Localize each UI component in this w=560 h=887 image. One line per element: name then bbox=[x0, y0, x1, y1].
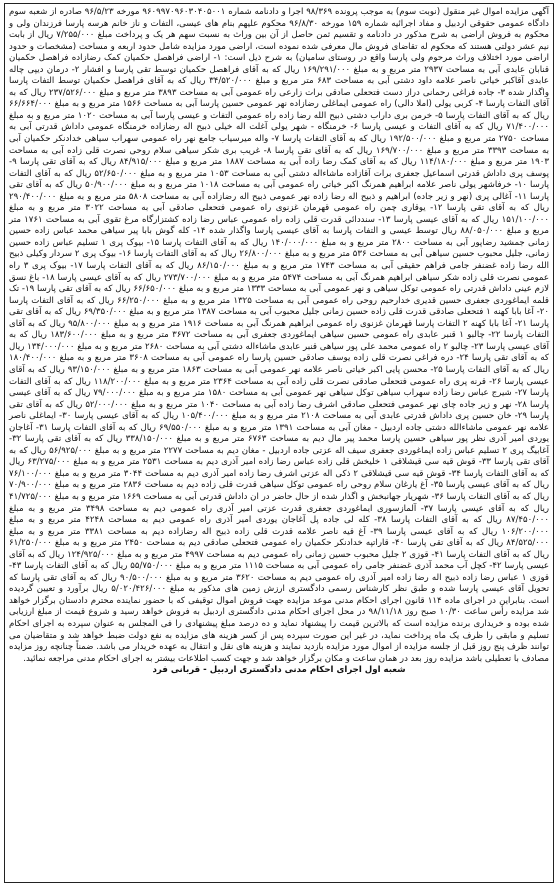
notice-body: آگهی مزایده اموال غیر منقول (نوبت سوم) به موجب پرونده ۹۸/۳۶۹ اجرا و دادنامه شماره ۹۶۰۹۹۷۰۹۶۰۳۰۴۰۵۰۰۱ مورخه ۹۶/۵/۲۳ صادره از شعبه سوم دادگاه عمومی حقوقی اردبیل و مفاد اجرائیه شماره ۱۵۹ مورخه ۹۶/۸/۳۰ محکوم علیهم بنام های عیسی، التفات و ناز خانم هرسه پارسا فرزندان ولی و محکوم به فروش اراضی به شرح مذکور در دادنامه و تقسیم ثمن حاصل از آن بین وراث به نسبت سهم هر یک و پرداخت مبلغ ۷/۲۵۵/۰۰۰ ریال از بابت نیم عشر دولتی هستند که محکوم له تقاضای فروش مال معرفی شده نموده است، اراضی مورد مزایده شامل حدود اربعه و مساحت (مشخصات و حدود اراضی مورد اختلاف وراث مرحوم ولی پارسا واقع در روستای سامیان) به شرح ذیل است: ۱- اراضی فراهصل حکمیان کمک رضازاده فراهصل حکمیان قنابان عابدی آبی به مساحت ۲۹۳۷ متر مربع و به مبلغ ۱۶۹/۲۹۱/۰۰۰ ریال که به آقای فراهصل حکمیان توسط تقی پارسا و افشار ۲- درمان دیپی چاله عابدی آقاکبر خیاتی ناصر علامه داود دشتی آبی به مساحت ۶۸۳ متر مربع و مبلغ ۳۴/۵۲۰/۰۰۰ ریال که به آقای فراهصل حکمیان توسط التفات پارسا واگذار شده ۳- جاده فراغی رحمانی دراز دست فتحعلی صادقی برات زارعی راه عمومی آبی به مساحت ۳۸۹۳ متر مربع و مبلغ ۲۳۷/۵۲۶/۰۰۰ ریال که به آقای التفات پارسا ۴- کربی یولی (املا دالی) راه عمومی ایماغلی رضازاده نهر عمومی حسین پارسا آبی به مساحت ۱۵۶۶ متر مربع و به مبلغ ۶۶/۶۶۴/۰۰۰ ریال که به آقای التفات پارسا ۵- خرمن بری داراب دشتی ذبیح الله رضا زاده راه عمومی التفات و عیسی پارسا آبی به مساحت ۱۰۲۰ متر مربع و به مبلغ ۷۱/۴۰۰/۰۰۰ ریال که به آقای التفات و عیسی پارسا ۶- خرمنگاه - شهر یولی آغلت اله خیلی ذبیح اله رضازاده خرمنگاه عمومی داداش قدرتی آبی به مساحت ۲۷۵۰ متر مربع و مبلغ ۱۹۲/۵۰۰/۰۰۰ ریال که به آقای التفات پارسا ۷- واله میرسیاب جامع نهر راه عمومی سهراب سیاهی خدادنکر حکمیان آبی به مساحت ۳۳۹۳ متر مربع و مبلغ ۱۶۹/۷۰۰/۰۰۰ ریال که به آقای تقی پارسا ۸- غریب بری شکر سیاهی سلام روحی نصرت قلی زاده آبی به مساحت ۱۹۰۳ متر مربع و مبلغ ۱۱۴/۱۸۰/۰۰۰ ریال که به آقای کمک رضا زاده آبی به مساحت ۱۸۸۷ متر مربع و مبلغ ۸۴/۹۱۵/۰۰۰ ریال که به آقای تقی پارسا ۹- پوسف پری داداش قدرتی اسماعیل جعفری برات آقازاده ماشاءاله دشتی آبی به مساحت ۱۰۵۳ متر مربع و به مبلغ ۵۲/۶۵۰/۰۰۰ ریال که به آقای التفات پارسا ۱۰- خرفاشهر یولی ناصر علامه ابراهیم همرنگ اکبر خیاتی راه عمومی آبی به مساحت ۱۰۱۸ متر مربع و به مبلغ ۵۰/۹۰۰/۰۰۰ ریال که به آقای تقی پارسا ۱۱- آغالی پری (نهر و زیر جاده) ابراهیم و ذبیح اله رضا زاده نهر عمومی ذبیح اله رضازاده آبی به مساحت ۵۸۰۸ متر مربع و به مبلغ ۲۹۰/۴۰۰/۰۰۰ ریال که به آقای تقی پارسا ۱۲- یوقاری چمن راه عمومی قهرمان غزنوی راه عمومی فتحعلی صادقی آبی به مساحت ۳۰۲۲ متر مربع و به مبلغ ۱۵۱/۱۰۰/۰۰۰ ریال که به آقای عیسی پارسا ۱۳- سنددائی قدرت قلی زاده راه عمومی عباس رضا زاده کشتزارگاه مرغ تقوی آبی به مساحت ۱۷۶۱ متر مربع و مبلغ ۸۸/۰۵۰/۰۰۰ ریال توسط عیسی و التفات پارسا به آقای عیسی پارسا واگذار شده ۱۴- کله گوش بابا پیر سیاهی محمد عباس زاده حسین زمانی جمشید رضاپور آبی به مساحت ۲۸۰۰ متر مربع و به مبلغ ۱۴۰/۰۰۰/۰۰۰ ریال که به آقای التفات پارسا ۱۵- بیوک پری ۱ تسلیم عباس زاده حسین زمانی، جلیل محبوب حسین سیاهی آبی به مساحت ۵۳۶ متر مربع و به مبلغ ۲۶/۸۰۰/۰۰۰ ریال که به آقای التفات پارسا ۱۶- بیوک پری ۲ سردار وکیلی ذبیح الله رضا زاده غضنفر جامی فراهم حقیقی آبی به مساحت ۱۷۴۳ متر مربع و به مبلغ ۸۶/۱۵۰/۰۰۰ ریال که به آقای التفات پارسا ۱۷- بیوک پری ۳ راه عمومی نصرت قلی زاده شکر سیاهی ابراهیم همرنگ آبی به مساحت ۵۴۷۴ متر مربع و به مبلغ ۲۷۳/۷۰۰/۰۰۰ ریال که به آقای عیسی پارسا ۱۸- باغ نسق لازم عینی داداش قدرتی راه عمومی توکل سیاهی و نهر عمومی آبی به مساحت ۱۳۳۳ متر مربع و به مبلغ ۶۶/۶۵۰/۰۰۰ ریال که به آقای تقی پارسا ۱۹- تک قلمه ایماغوردی جعفری حسین قدیری خدارحیم روحی راه عمومی آبی به مساحت ۱۳۲۵ متر مربع و به مبلغ ۶۶/۲۵۰/۰۰۰ ریال که به آقای التفات پارسا ۲۰- آغا بابا کهنه ۱ فتحعلی صادقی قدرت قلی زاده حسین زمانی جلیل محبوب آبی به مساحت ۱۳۸۷ متر مربع و به مبلغ ۶۹/۳۵۰/۰۰۰ ریال که به آقای تقی پارسا ۲۱- آغا بابا کهنه ۲ التفات پارسا قهرمان غزنوی راه عمومی ابراهیم همرنگ آبی به مساحت ۱۹۱۶ متر مربع و به مبلغ ۹۵/۸۰۰/۰۰۰ ریال که به آقای التفات پارسا ۲۲- چالبو ۱ قنبر عابدی راه عمومی حسین سیاهی ایماغوردی جعفری آبی به مساحت ۳۶۷۲ متر مربع و به مبلغ ۱۸۳/۶۰۰/۰۰۰ ریال که به آقای عیسی پارسا ۲۳- چالبو ۲ راه عمومی محمد علی پور سیاهی قنبر عابدی ماشاءاله دشتی آبی به مساحت ۲۶۸۰ متر مربع و به مبلغ ۱۳۴/۰۰۰/۰۰۰ ریال که به آقای تقی پارسا ۲۴- دره فراغی نصرت قلی زاده یوسف صادقی حسین پارسا راه عمومی آبی به مساحت ۳۶۰۸ متر مربع و به مبلغ ۱۸۰/۴۰۰/۰۰۰ ریال که به آقای التفات پارسا ۲۵- محسن پایی اکبر خیاتی ناصر علامه نهر عمومی آبی به مساحت ۱۸۶۳ متر مربع و به مبلغ ۹۳/۱۵۰/۰۰۰ ریال که به آقای عیسی پارسا ۲۶- قرنه پری راه عمومی فتحعلی صادقی نصرت قلی زاده آبی به مساحت ۲۳۶۴ متر مربع و به مبلغ ۱۱۸/۲۰۰/۰۰۰ ریال که به آقای التفات پارسا ۲۷- شیرج عباس رضا زاده سهراب سیاهی توکل سیاهی نهر عمومی آبی به مساحت ۱۵۸۰ متر مربع و به مبلغ ۷۹/۰۰۰/۰۰۰ ریال که به آقای عیسی پارسا ۲۸- نهر و زیر جاده چای نهر عمومی فتحعلی صادقی اشرف رضا زاده آبی به مساحت ۱۰۴۰ متر مربع و به مبلغ ۵۲/۰۰۰/۰۰۰ ریال که به آقای تقی پارسا ۲۹- خان حسین پری داداش قدرتی عابدی آبی به مساحت ۲۱۰۸ متر مربع و به مبلغ ۱۰۵/۴۰۰/۰۰۰ ریال که به آقای عیسی پارسا ۳۰- ایماغلی ناصر علامه نهر عمومی ماشاءالله دشتی جاده اردبیل - مغان آبی به مساحت ۱۳۹۱ متر مربع و به مبلغ ۶۹/۵۵۰/۰۰۰ ریال که به آقای التفات پارسا ۳۱- آغاجان یوردی امیر آذری نظر پور سیاهی حسین پارسا محمد پیر مال دیم به مساحت ۶۷۶۳ متر مربع و به مبلغ ۳۳۸/۱۵۰/۰۰۰ ریال که به آقای تقی پارسا ۳۲- آغابیگ پری ۲ تسلیم عباس زاده ایماغوردی جعفری سیف اله عزتی جاده اردبیل - مغان دیم به مساحت ۲۲۷۷ متر مربع و به مبلغ ۵۶/۹۲۵/۰۰۰ ریال که به آقای تقی پارسا ۳۳- قوش قیه سی قیشلاقی ۱ خلیخش قلی زاده عباس رضا زاده امیر آذری دیم به مساحت ۲۵۳۱ متر مربع و به مبلغ ۶۳/۲۷۵/۰۰۰ ریال که به آقای التفات پارسا ۳۴- قوش قیه سی قیشلاقی ۲ ذکی اله عزتی اشرف رضا زاده امیر آذری دیم به مساحت ۳۰۴۴ متر مربع و به مبلغ ۷۶/۱۰۰/۰۰۰ ریال که به آقای عیسی پارسا ۳۵- آغ یارغان سلام روحی راه عمومی توکل سیاهی قدرت قلی زاده دیم به مساحت ۲۸۳۶ متر مربع و به مبلغ ۷۰/۹۰۰/۰۰۰ ریال که به آقای التفات پارسا ۳۶- شهریار جهانبخش و اگذار شده از حال حاضر در ان داداش قدرتی آبی به مساحت ۱۶۶۹ متر مربع و به مبلغ ۴۱/۷۲۵/۰۰۰ ریال که به آقای عیسی پارسا ۳۷- آلمازسوری ایماغوردی جعفری قدرت عزتی امیر آذری راه عمومی دیم به مساحت ۳۴۹۸ متر مربع و به مبلغ ۸۷/۴۵۰/۰۰۰ ریال که به آقای التفات پارسا ۳۸- کله لی جاده پل آغاجان یوردی امیر آذری راه عمومی دیم به مساحت ۴۲۴۸ متر مربع و به مبلغ ۱۰۶/۲۰۰/۰۰۰ ریال که به آقای عیسی پارسا ۳۹- آغ قیه ناصر علامه قدرت قلی زاده ذبیح اله رضازاده دیم به مساحت ۳۳۸۱ متر مربع و به مبلغ ۸۴/۵۲۵/۰۰۰ ریال که به آقای تقی پارسا ۴۰- قاراتپه خدادنکر حکمیان راه عمومی فتحعلی صادقی دیم به مساحت ۲۴۵۰ متر مربع و به مبلغ ۶۱/۲۵۰/۰۰۰ ریال که به آقای التفات پارسا ۴۱- قوزی ۲ جلیل محبوب حسین زمانی راه عمومی دیم به مساحت ۴۹۹۷ متر مربع و به مبلغ ۱۲۴/۹۲۵/۰۰۰ ریال که به آقای عیسی پارسا ۴۲- کچل آب محمد آذری غضنفر جامی راه عمومی آبی به مساحت ۱۱۱۵ متر مربع و به مبلغ ۵۵/۷۵۰/۰۰۰ ریال که به آقای التفات پارسا ۴۳- قوزی ۱ عباس رضا زاده ذبیح اله رضا زاده امیر آذری راه عمومی دیم به مساحت ۳۶۲۰ متر مربع و به مبلغ ۹۰/۵۰۰/۰۰۰ ریال که به آقای تقی پارسا که تحویل آقای عیسی پارسا شده و طبق نظر کارشناس رسمی دادگستری ارزش زمین های مذکور به مبلغ ۵/۰۲۰/۴۲۶/۰۰۰ ریال برآورد و تعیین گردیده است. بنابراین در اجرای ماده ۱۱۴ قانون اجرای احکام مدنی موعد مزایده جهت فروش اموال توقیفی که با حضور نماینده محترم دادستان برگزار خواهد شد مزایده رأس ساعت ۱۰/۳۰ صبح روز ۹۸/۱۱/۱۸ در محل اجرای احکام مدنی دادگستری اردبیل به فروش خواهد رسید و شروع قیمت از مبلغ ارزیابی شده بوده و خریداری برنده مزایده است که بالاترین قیمت را پیشنهاد نماید و ده درصد مبلغ پیشنهادی را فی المجلس به عنوان سپرده به اجرای احکام تسلیم و مابقی را ظرف یک ماه پرداخت نماید، در غیر این صورت سپرده پس از کسر هزینه های مزایده به نفع دولت ضبط خواهد شد و متقاضیان می توانند ظرف پنج روز قبل از جلسه مزایده از اموال مورد مزایده بازدید نمایند و هزینه های نقل و انتقال به عهده خریدار می باشد. ضمناً چنانچه روز مزایده مصادف با تعطیلی باشد مزایده روز بعد در همان ساعت و مکان برگزار خواهد شد و جهت کسب اطلاعات بیشتر به اجرای احکام مدنی مراجعه نمائید. bbox=[9, 7, 550, 664]
notice-signature: شعبه اول اجرای احکام مدنی دادگستری اردبیل - قربانی فرد bbox=[152, 665, 406, 676]
auction-notice bbox=[4, 3, 554, 883]
